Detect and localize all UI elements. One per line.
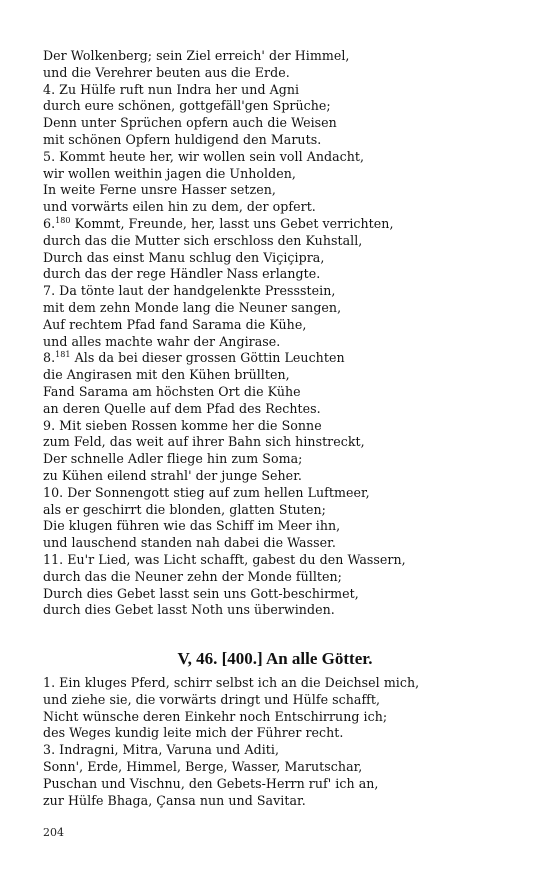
verse-text: und ziehe sie, die vorwärts dringt und Hülfe schafft, [43, 691, 381, 707]
verse-line [43, 132, 523, 149]
verse-line [43, 65, 523, 82]
page-number: 204 [43, 826, 64, 839]
verse-text: durch eure schönen, gottgefäll'gen Sprüche; [43, 98, 331, 114]
verse-line [43, 82, 523, 99]
verse-line [43, 367, 523, 384]
verse-text: mit dem zehn Monde lang die Neuner sangen, [43, 299, 342, 315]
verse-text: Sonn', Erde, Himmel, Berge, Wasser, Marutschar, [43, 758, 363, 774]
verse-text: zur Hülfe Bhaga, Çansa nun und Savitar. [43, 792, 306, 808]
verse-text: 4. Zu Hülfe ruft nun Indra her und Agni [43, 81, 300, 97]
verse-text: Auf rechtem Pfad fand Sarama die Kühe, [43, 316, 307, 332]
verse-line [43, 250, 523, 267]
verse-line [43, 199, 523, 216]
verse-block-top [43, 48, 523, 619]
verse-text: Der Wolkenberg; sein Ziel erreich' der Himmel, [43, 48, 350, 63]
footnote-marker: 181 [55, 350, 71, 360]
verse-text: Fand Sarama am höchsten Ort die Kühe [43, 383, 301, 399]
verse-text: durch das der rege Händler Nass erlangte. [43, 266, 321, 282]
verse-line [43, 725, 523, 742]
verse-text: als er geschirrt die blonden, glatten Stuten; [43, 501, 326, 517]
verse-line [43, 793, 523, 810]
verse-line [43, 233, 523, 250]
verse-line [43, 98, 523, 115]
verse-line [43, 149, 523, 166]
verse-text: zum Feld, das weit auf ihrer Bahn sich hinstreckt, [43, 434, 365, 450]
verse-text: zu Kühen eilend strahl' der junge Seher. [43, 467, 302, 483]
verse-line [43, 468, 523, 485]
verse-text: 3. Indragni, Mitra, Varuna und Aditi, [43, 742, 280, 758]
verse-text: Puschan und Vischnu, den Gebets-Herrn ruf' ich an, [43, 775, 379, 791]
verse-text: Denn unter Sprüchen opfern auch die Weisen [43, 115, 337, 131]
verse-block-bottom [43, 675, 523, 809]
verse-line [43, 166, 523, 183]
verse-text: Der schnelle Adler fliege hin zum Soma; [43, 451, 303, 467]
verse-line [43, 350, 523, 367]
verse-line [43, 48, 523, 65]
verse-text: 7. Da tönte laut der handgelenkte Pressstein, [43, 283, 336, 299]
verse-text: 5. Kommt heute her, wir wollen sein voll Andacht, [43, 148, 365, 164]
verse-text: Durch das einst Manu schlug den Viçiçipra, [43, 249, 325, 265]
verse-line [43, 759, 523, 776]
verse-line [43, 401, 523, 418]
verse-line [43, 334, 523, 351]
verse-line [43, 451, 523, 468]
verse-line [43, 266, 523, 283]
verse-line [43, 518, 523, 535]
verse-text: an deren Quelle auf dem Pfad des Rechtes. [43, 400, 321, 416]
verse-line [43, 418, 523, 435]
verse-line [43, 675, 523, 692]
verse-text: Die klugen führen wie das Schiff im Meer ihn, [43, 518, 341, 534]
verse-line [43, 692, 523, 709]
verse-text: 1. Ein kluges Pferd, schirr selbst ich an die Deichsel mich, [43, 675, 420, 690]
verse-text: durch das die Mutter sich erschloss den Kuhstall, [43, 232, 363, 248]
verse-line [43, 776, 523, 793]
verse-text: In weite Ferne unsre Hasser setzen, [43, 182, 276, 198]
verse-text: Nicht wünsche deren Einkehr noch Entschirrung ich; [43, 708, 388, 724]
verse-line [43, 709, 523, 726]
verse-line [43, 602, 523, 619]
footnote-marker: 180 [55, 215, 71, 225]
verse-line [43, 742, 523, 759]
verse-line [43, 283, 523, 300]
verse-line [43, 434, 523, 451]
verse-text: Als da bei dieser grossen Göttin Leuchten [70, 350, 345, 366]
verse-line [43, 569, 523, 586]
verse-line [43, 115, 523, 132]
verse-text: durch das die Neuner zehn der Monde füllten; [43, 568, 342, 584]
verse-text: mit schönen Opfern huldigend den Maruts. [43, 131, 322, 147]
verse-text: 9. Mit sieben Rossen komme her die Sonne [43, 417, 322, 433]
verse-line [43, 182, 523, 199]
verse-number: 8. [43, 350, 56, 366]
verse-text: 11. Eu'r Lied, was Licht schafft, gabest du den Wassern, [43, 551, 406, 567]
verse-line [43, 216, 523, 233]
verse-line [43, 535, 523, 552]
verse-text: die Angirasen mit den Kühen brüllten, [43, 367, 290, 383]
verse-text: und alles machte wahr der Angirase. [43, 333, 281, 349]
verse-line [43, 502, 523, 519]
verse-number: 6. [43, 215, 56, 231]
verse-text: und lauschend standen nah dabei die Wasser. [43, 535, 336, 551]
verse-line [43, 586, 523, 603]
verse-text: und vorwärts eilen hin zu dem, der opfert. [43, 199, 316, 215]
verse-text: und die Verehrer beuten aus die Erde. [43, 64, 290, 80]
verse-text: wir wollen weithin jagen die Unholden, [43, 165, 296, 181]
verse-line [43, 300, 523, 317]
verse-text: Kommt, Freunde, her, lasst uns Gebet verrichten, [70, 215, 394, 231]
verse-line [43, 384, 523, 401]
section-heading: V, 46. [400.] An alle Götter. [177, 649, 373, 668]
verse-line [43, 317, 523, 334]
verse-text: 10. Der Sonnengott stieg auf zum hellen Luftmeer, [43, 484, 370, 500]
verse-line [43, 485, 523, 502]
verse-text: Durch dies Gebet lasst sein uns Gott-beschirmet, [43, 585, 359, 601]
verse-line [43, 552, 523, 569]
verse-text: des Weges kundig leite mich der Führer recht. [43, 725, 344, 741]
verse-text: durch dies Gebet lasst Noth uns überwinden. [43, 602, 335, 618]
